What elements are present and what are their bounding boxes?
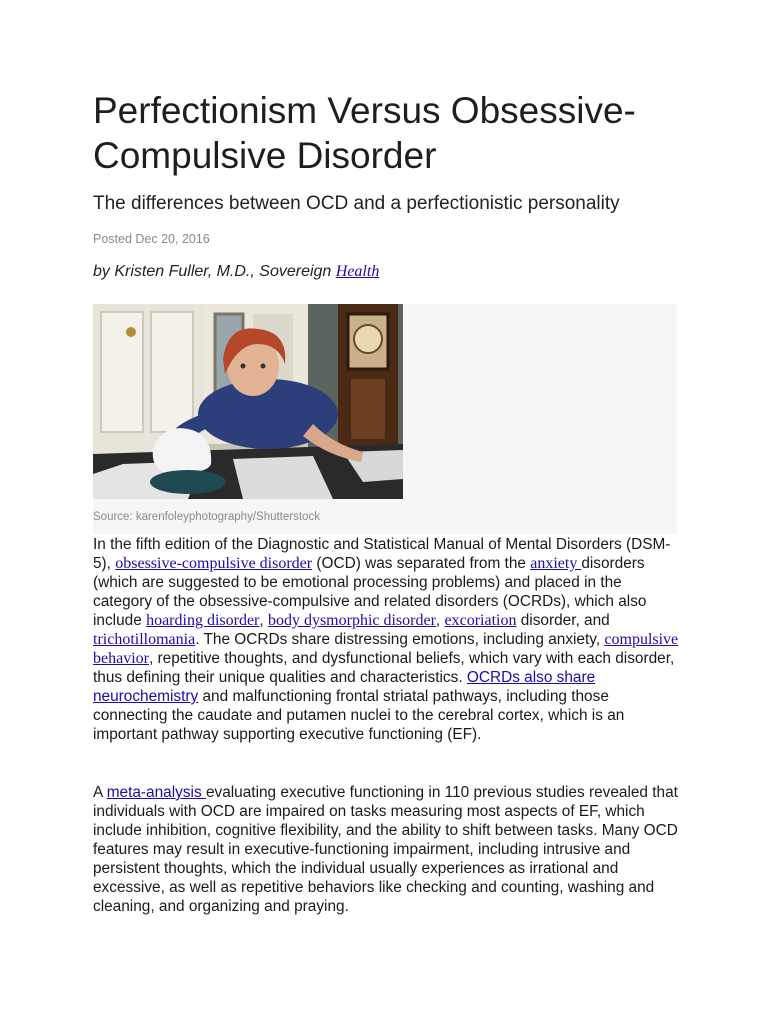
link-hoarding-disorder[interactable]: hoarding disorder xyxy=(146,612,260,629)
photo-caption: Source: karenfoleyphotography/Shutterstock xyxy=(93,511,320,523)
paragraph-dsm5 xyxy=(93,535,683,744)
paragraph-text: , repetitive thoughts, and dysfunctional beliefs, which vary with each disorder, thus defining their unique qualities and characteristics. xyxy=(93,650,675,686)
link-obsessive-compulsive-disorder[interactable]: obsessive-compulsive disorder xyxy=(115,555,313,572)
woman-cleaning-floor-photo xyxy=(93,304,403,499)
paragraph-text: disorders (which are suggested to be emotional processing problems) and placed in the category of the obsessive-compulsive and related disorders (OCRDs), which also include xyxy=(93,555,647,629)
link-excoriation[interactable]: excoriation xyxy=(444,612,517,629)
link-compulsive-behavior[interactable]: compulsive behavior xyxy=(93,631,679,667)
paragraph-text: evaluating executive functioning in 110 previous studies revealed that individuals with OCD are impaired on tasks measuring most aspects of EF, which include inhibition, cognitive flexibility, and the ability to shift between tasks. Many OCD features may result in executive-functioning impairment, including intrusive and persistent thoughts, which the individual usually experiences as irrational and excessive, as well as repetitive behaviors like checking and counting, washing and cleaning, and organizing and praying. xyxy=(93,784,678,915)
link-meta-analysis[interactable]: meta-analysis xyxy=(106,784,206,801)
paragraph-text: In the fifth edition of the Diagnostic and Statistical Manual of Mental Disorders (DSM-5), xyxy=(93,536,671,572)
byline-author: by Kristen Fuller, M.D., Sovereign xyxy=(93,263,336,280)
posted-date: Posted Dec 20, 2016 xyxy=(93,232,210,246)
paragraph-meta-analysis xyxy=(93,783,683,916)
link-anxiety[interactable]: anxiety xyxy=(530,555,582,572)
paragraph-text: , xyxy=(435,612,445,629)
link-trichotillomania[interactable]: trichotillomania xyxy=(93,631,196,648)
link-ocrds-neurochemistry[interactable]: OCRDs also share neurochemistry xyxy=(93,669,596,705)
paragraph-text: and malfunctioning frontal striatal pathways, including those connecting the caudate and putamen nuclei to the cerebral cortex, which is an important pathway supporting executive functioning (EF). xyxy=(93,688,625,743)
byline-health-link[interactable]: Health xyxy=(335,263,380,280)
link-body-dysmorphic-disorder[interactable]: body dysmorphic disorder xyxy=(267,612,436,629)
paragraph-text: (OCD) was separated from the xyxy=(312,555,531,572)
byline xyxy=(93,262,379,282)
paragraph-text: disorder, and xyxy=(516,612,610,629)
article-title: Perfectionism Versus Obsessive-Compulsive Disorder xyxy=(93,90,636,176)
article-subtitle: The differences between OCD and a perfectionistic personality xyxy=(93,193,620,214)
paragraph-text: A xyxy=(93,784,107,801)
paragraph-text: . The OCRDs share distressing emotions, including anxiety, xyxy=(195,631,605,648)
article-figure xyxy=(93,304,677,534)
paragraph-text: , xyxy=(259,612,268,629)
article-photo xyxy=(93,304,403,499)
